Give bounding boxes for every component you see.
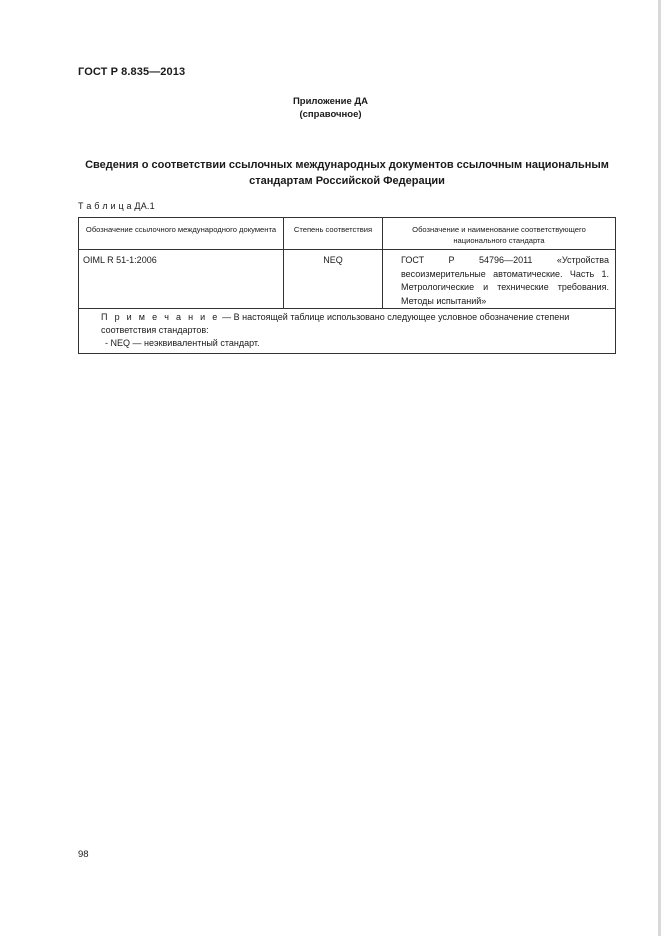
note-prefix: П р и м е ч а н и е — [101, 312, 220, 322]
cell-national-standard: ГОСТ Р 54796—2011 «Устройства весоизмерительные автоматические. Часть 1. Метрологические и технические требования. Методы испытаний» — [383, 250, 616, 309]
annex-subtitle: (справочное) — [299, 109, 362, 120]
table-row — [79, 250, 616, 309]
table-note — [79, 309, 616, 354]
page-number: 98 — [78, 849, 89, 860]
table-label: Т а б л и ц а ДА.1 — [78, 201, 155, 211]
note-bullet: - NEQ — неэквивалентный стандарт. — [105, 338, 260, 348]
annex-title: Приложение ДА — [292, 96, 369, 107]
column-header-degree: Степень соответствия — [284, 218, 383, 250]
column-header-ref-doc: Обозначение ссылочного международного документа — [79, 218, 284, 250]
note-text — [83, 311, 609, 337]
note-body: — В настоящей таблице использовано следующее условное обозначение степени соответствия стандартов: — [101, 312, 570, 335]
document-code: ГОСТ Р 8.835—2013 — [78, 66, 186, 78]
cell-degree: NEQ — [284, 250, 383, 309]
table-note-row — [79, 309, 616, 354]
table-header-row — [79, 218, 616, 250]
correspondence-table — [78, 217, 616, 354]
section-heading-line-2: стандартам Российской Федерации — [249, 175, 445, 187]
column-header-national-standard: Обозначение и наименование соответствующего национального стандарта — [383, 218, 616, 250]
section-heading-line-1: Сведения о соответствии ссылочных международных документов ссылочным национальным — [85, 159, 609, 171]
cell-ref-doc: OIML R 51-1:2006 — [79, 250, 284, 309]
section-heading — [78, 157, 616, 189]
